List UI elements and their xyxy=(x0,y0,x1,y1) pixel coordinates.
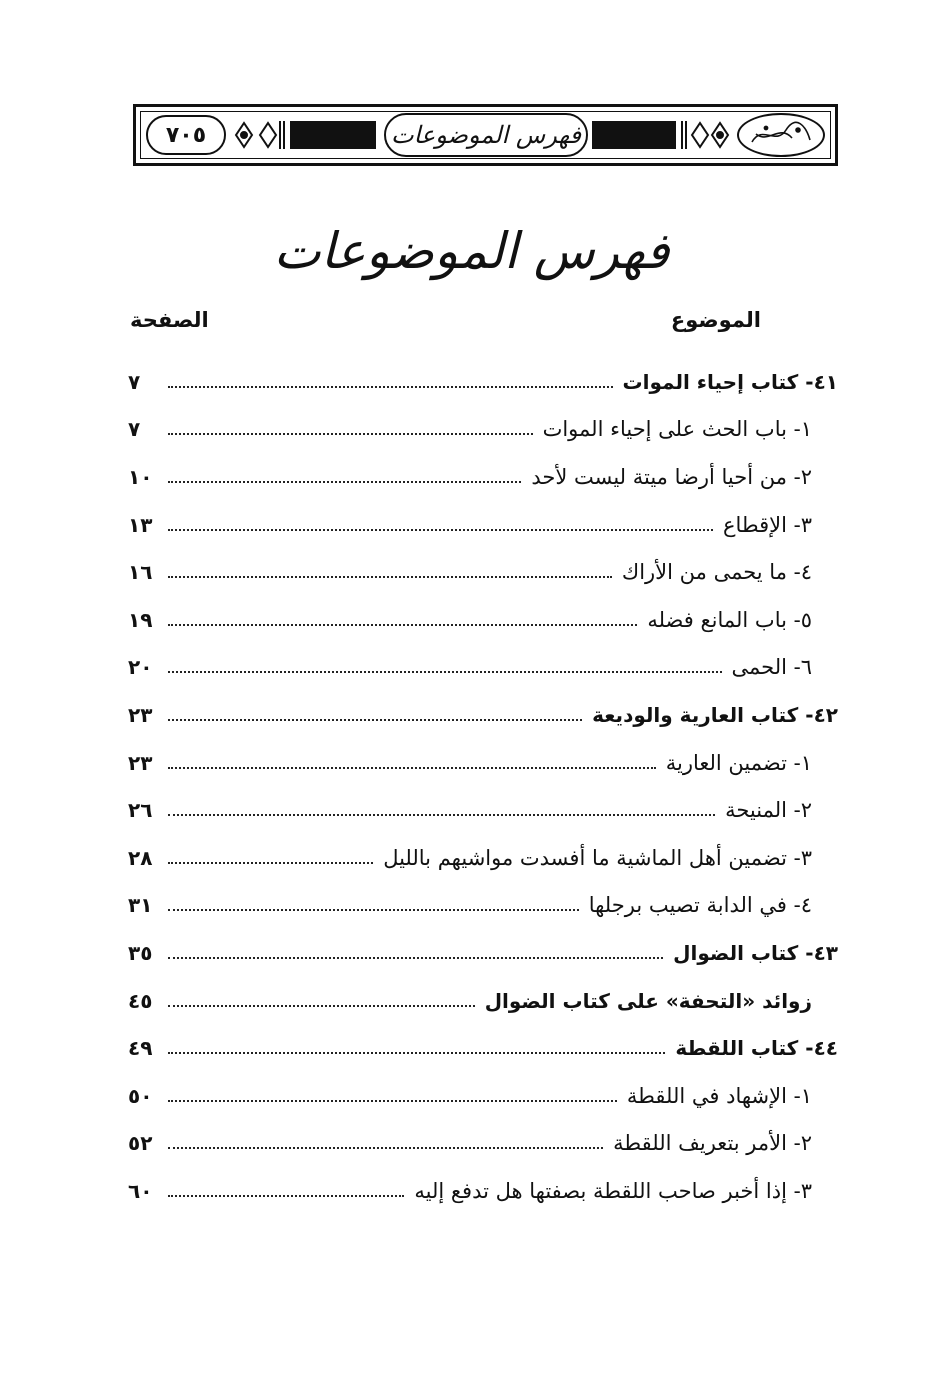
dot-leader xyxy=(168,1005,475,1007)
calligraphy-emblem-icon xyxy=(737,113,825,157)
dot-leader xyxy=(168,433,533,435)
toc-entry-title: ٢- الأمر بتعريف اللقطة xyxy=(607,1131,838,1155)
page-number: ٧٠٥ xyxy=(165,122,207,148)
toc-entry-title: ١- باب الحث على إحياء الموات xyxy=(537,417,838,441)
column-header-topic: الموضوع xyxy=(670,308,761,332)
page-number-badge xyxy=(146,115,226,155)
dot-leader xyxy=(168,529,713,531)
toc-entry-page: ١٦ xyxy=(128,560,153,585)
dot-leader xyxy=(168,814,715,816)
toc-entry-title: زوائد «التحفة» على كتاب الضوال xyxy=(479,989,838,1013)
toc-entry-page: ٢٣ xyxy=(128,702,153,727)
header-title-cartouche xyxy=(384,113,588,157)
toc-entry xyxy=(128,453,838,501)
page-title: فهرس الموضوعات xyxy=(273,222,670,280)
dot-leader xyxy=(168,671,722,673)
toc-entry-page: ١٠ xyxy=(128,464,153,489)
toc-entry xyxy=(128,644,838,692)
dot-leader xyxy=(168,1195,404,1197)
toc-entry xyxy=(128,882,838,930)
toc-entry-page: ٥٠ xyxy=(128,1083,153,1108)
dot-leader xyxy=(168,767,656,769)
header-title: فهرس الموضوعات xyxy=(391,121,581,149)
right-ornament xyxy=(592,115,730,155)
toc-entry xyxy=(128,501,838,549)
toc-entry-page: ٤٥ xyxy=(128,988,153,1013)
toc-entry-title: ٢- من أحيا أرضا ميتة ليست لأحد xyxy=(525,465,838,489)
toc-entry xyxy=(128,358,838,406)
dot-leader xyxy=(168,1147,603,1149)
toc-entry-page: ٣٥ xyxy=(128,940,153,965)
dot-leader xyxy=(168,909,579,911)
toc-entry-title: ٤١- كتاب إحياء الموات xyxy=(617,370,838,394)
toc-entry-page: ٢٨ xyxy=(128,845,153,870)
toc-entry-page: ٣١ xyxy=(128,893,153,918)
toc-entry-title: ١- تضمين العارية xyxy=(660,751,838,775)
toc-entry-title: ٤٤- كتاب اللقطة xyxy=(669,1036,838,1060)
toc-entry-title: ٤- في الدابة تصيب برجلها xyxy=(583,893,838,917)
toc-entry-title: ٥- باب المانع فضله xyxy=(641,608,838,632)
dot-leader xyxy=(168,576,612,578)
toc-entry-page: ٥٢ xyxy=(128,1131,153,1156)
dot-leader xyxy=(168,386,613,388)
left-ornament xyxy=(232,115,376,155)
toc-entry-title: ٢- المنيحة xyxy=(719,798,838,822)
dot-leader xyxy=(168,481,521,483)
toc-entry-page: ٢٣ xyxy=(128,750,153,775)
dot-leader xyxy=(168,719,582,721)
toc-entry-title: ٤٣- كتاب الضوال xyxy=(667,941,838,965)
toc-entry xyxy=(128,739,838,787)
toc-entry xyxy=(128,977,838,1025)
toc-entry xyxy=(128,1120,838,1168)
toc-entry-page: ١٩ xyxy=(128,607,153,632)
toc-entry-page: ١٣ xyxy=(128,512,153,537)
dot-leader xyxy=(168,957,663,959)
toc-entry-page: ٧ xyxy=(128,417,141,442)
page-header-band xyxy=(133,104,838,166)
toc-entry xyxy=(128,691,838,739)
dot-leader xyxy=(168,862,373,864)
toc-entry-title: ٦- الحمى xyxy=(726,655,839,679)
column-header-page: الصفحة xyxy=(130,308,209,332)
toc-entry-title: ٤٢- كتاب العارية والوديعة xyxy=(586,703,838,727)
toc-entry-title: ٣- إذا أخبر صاحب اللقطة بصفتها هل تدفع إليه xyxy=(408,1179,838,1203)
toc-entry-title: ٤- ما يحمى من الأراك xyxy=(616,560,838,584)
toc-entry-page: ٤٩ xyxy=(128,1036,153,1061)
toc-entry xyxy=(128,929,838,977)
toc-entry-page: ٦٠ xyxy=(128,1178,153,1203)
dot-leader xyxy=(168,624,637,626)
toc-entry xyxy=(128,1024,838,1072)
toc-entry xyxy=(128,786,838,834)
toc-entry xyxy=(128,548,838,596)
toc-entry-title: ٣- تضمين أهل الماشية ما أفسدت مواشيهم بالليل xyxy=(377,846,838,870)
toc-entry-page: ٢٦ xyxy=(128,798,153,823)
toc-entry xyxy=(128,1167,838,1215)
toc-entry xyxy=(128,406,838,454)
dot-leader xyxy=(168,1100,617,1102)
dot-leader xyxy=(168,1052,665,1054)
toc-entry xyxy=(128,1072,838,1120)
table-of-contents xyxy=(128,358,838,1215)
toc-entry-title: ١- الإشهاد في اللقطة xyxy=(621,1084,838,1108)
toc-entry-page: ٢٠ xyxy=(128,655,153,680)
toc-entry-page: ٧ xyxy=(128,369,141,394)
toc-entry xyxy=(128,596,838,644)
toc-entry-title: ٣- الإقطاع xyxy=(717,513,838,537)
toc-entry xyxy=(128,834,838,882)
